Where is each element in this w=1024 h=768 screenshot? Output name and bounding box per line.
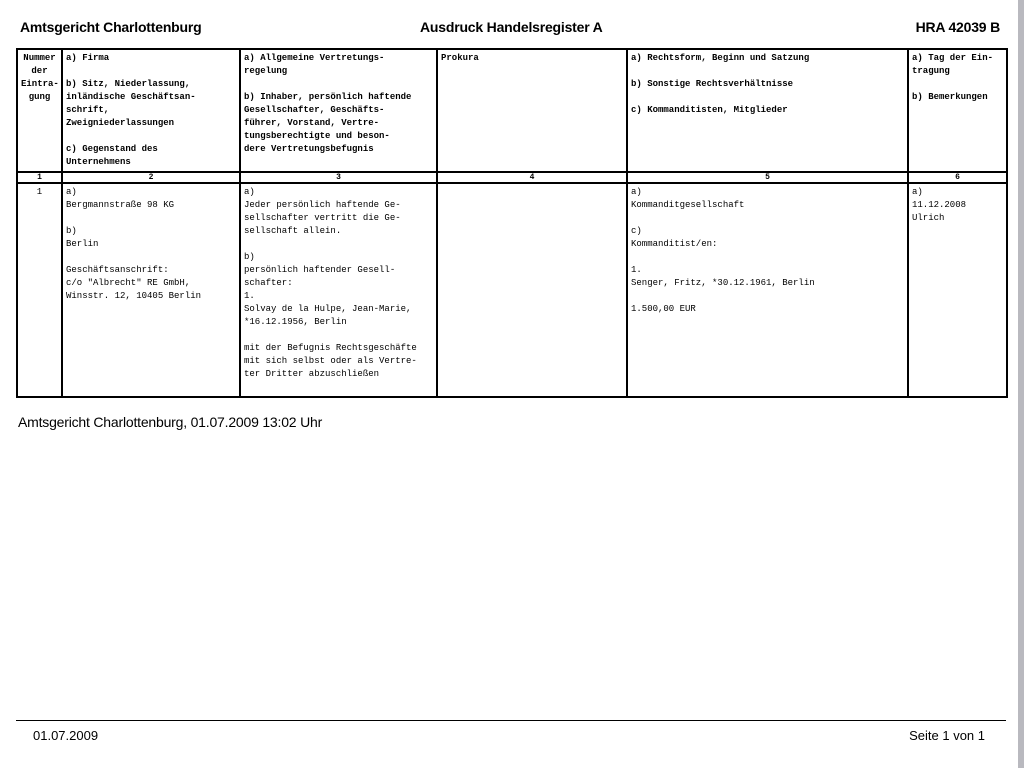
- legal-form-cell: a) Kommanditgesellschaft c) Kommanditist/en: 1. Senger, Fritz, *30.12.1961, Berlin 1.500,00 EUR: [627, 183, 908, 397]
- document-title: Ausdruck Handelsregister A: [420, 19, 603, 35]
- table-row: [17, 183, 1007, 397]
- column-header-entry-date: a) Tag der Ein- tragung b) Bemerkungen: [908, 49, 1007, 172]
- page-counter: Seite 1 von 1: [909, 728, 985, 743]
- column-header-representation: a) Allgemeine Vertretungs- regelung b) Inhaber, persönlich haftende Gesellschafter, Geschäfts- führer, Vorstand, Vertre- tungsberechtigte und beson- dere Vertretungsbefugnis: [240, 49, 437, 172]
- register-reference: HRA 42039 B: [915, 19, 1000, 35]
- representation-cell: a) Jeder persönlich haftende Ge- sellschafter vertritt die Ge- sellschaft allein. b) persönlich haftender Gesell- schafter: 1. Solvay de la Hulpe, Jean-Marie, *16.12.1956, Berlin mit der Befugnis Rechtsgeschäfte mit sich selbst oder als Vertre- ter Dritter abzuschließen: [240, 183, 437, 397]
- company-cell: a) Bergmannstraße 98 KG b) Berlin Geschäftsanschrift: c/o "Albrecht" RE GmbH, Winsstr. 12, 10405 Berlin: [62, 183, 240, 397]
- column-header-entry-number: Nummer der Eintra- gung: [17, 49, 62, 172]
- court-name: Amtsgericht Charlottenburg: [20, 19, 202, 35]
- column-header-legal-form: a) Rechtsform, Beginn und Satzung b) Sonstige Rechtsverhältnisse c) Kommanditisten, Mitglieder: [627, 49, 908, 172]
- entry-date-cell: a) 11.12.2008 Ulrich: [908, 183, 1007, 397]
- column-header-company: a) Firma b) Sitz, Niederlassung, inländische Geschäftsan- schrift, Zweigniederlassungen c) Gegenstand des Unternehmens: [62, 49, 240, 172]
- column-number: 1: [17, 172, 62, 183]
- footer-divider: [16, 720, 1006, 721]
- entry-number-cell: 1: [17, 183, 62, 397]
- table-header-row: [17, 49, 1007, 172]
- register-table: [16, 48, 1008, 398]
- column-number: 5: [627, 172, 908, 183]
- footer-date: 01.07.2009: [33, 728, 99, 743]
- viewer-edge: [1018, 0, 1024, 768]
- column-number: 2: [62, 172, 240, 183]
- column-number-row: [17, 172, 1007, 183]
- column-number: 6: [908, 172, 1007, 183]
- print-stamp: Amtsgericht Charlottenburg, 01.07.2009 13:02 Uhr: [18, 414, 323, 430]
- column-number: 3: [240, 172, 437, 183]
- column-header-prokura: Prokura: [437, 49, 627, 172]
- prokura-cell: [437, 183, 627, 397]
- column-number: 4: [437, 172, 627, 183]
